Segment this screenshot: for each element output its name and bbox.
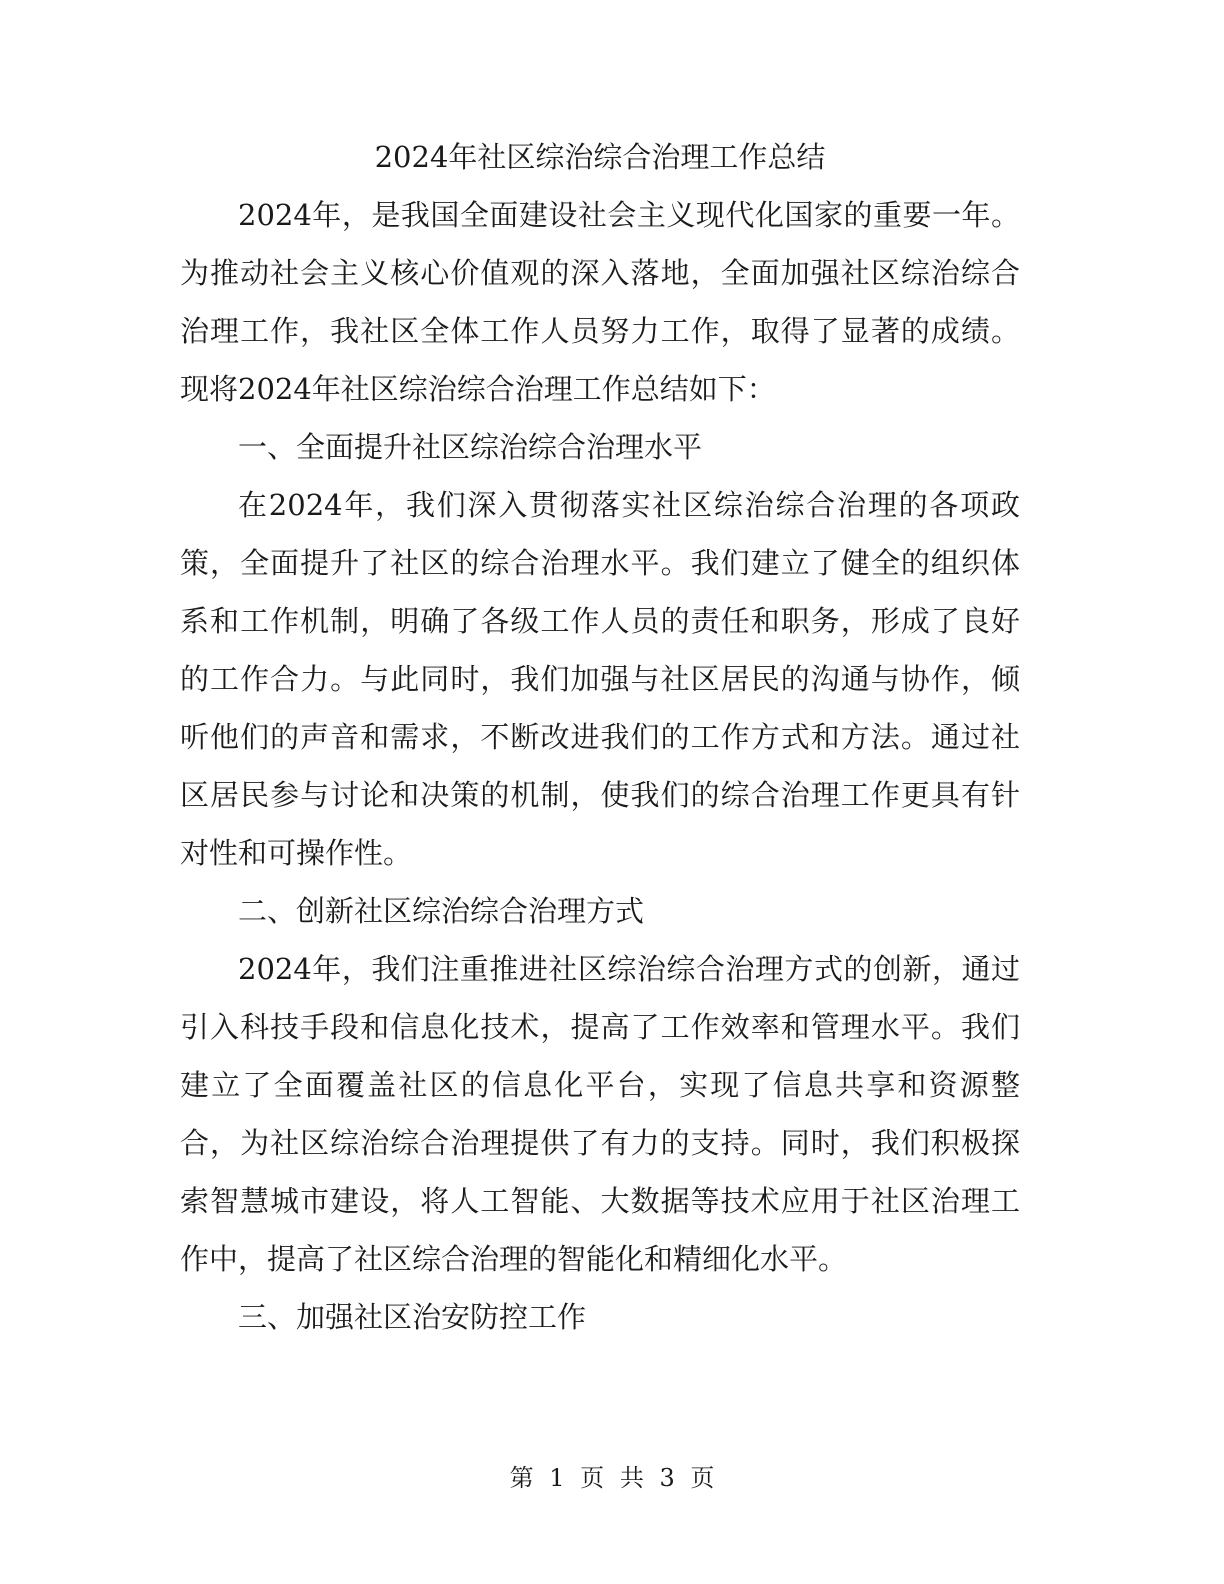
section-1-paragraph: 在2024年，我们深入贯彻落实社区综治综合治理的各项政策，全面提升了社区的综合治理水平。我们建立了健全的组织体系和工作机制，明确了各级工作人员的责任和职务，形成了良好的工作合力。与此同时，我们加强与社区居民的沟通与协作，倾听他们的声音和需求，不断改进我们的工作方式和方法。通过社区居民参与讨论和决策的机制，使我们的综合治理工作更具有针对性和可操作性。 bbox=[180, 488, 1020, 870]
document-page bbox=[180, 128, 1020, 1346]
section-3-heading: 三、加强社区治安防控工作 bbox=[238, 1300, 587, 1334]
footer-prefix: 第 bbox=[509, 1464, 534, 1492]
section-2-heading: 二、创新社区综治综合治理方式 bbox=[238, 894, 645, 928]
page-footer bbox=[0, 1458, 1224, 1498]
section-2-paragraph: 2024年，我们注重推进社区综治综合治理方式的创新，通过引入科技手段和信息化技术，提高了工作效率和管理水平。我们建立了全面覆盖社区的信息化平台，实现了信息共享和资源整合，为社区综治综合治理提供了有力的支持。同时，我们积极探索智慧城市建设，将人工智能、大数据等技术应用于社区治理工作中，提高了社区综合治理的智能化和精细化水平。 bbox=[180, 952, 1020, 1276]
footer-current-page: 1 bbox=[549, 1464, 565, 1492]
footer-total-pages: 3 bbox=[659, 1464, 675, 1492]
footer-page-word: 页 bbox=[580, 1464, 605, 1492]
document-title: 2024年社区综治综合治理工作总结 bbox=[374, 140, 826, 174]
intro-paragraph: 2024年，是我国全面建设社会主义现代化国家的重要一年。为推动社会主义核心价值观的深入落地，全面加强社区综治综合治理工作，我社区全体工作人员努力工作，取得了显著的成绩。现将2024年社区综治综合治理工作总结如下： bbox=[180, 198, 1020, 406]
section-1-heading: 一、全面提升社区综治综合治理水平 bbox=[238, 430, 703, 464]
footer-total-word: 共 bbox=[619, 1464, 644, 1492]
footer-suffix: 页 bbox=[690, 1464, 715, 1492]
